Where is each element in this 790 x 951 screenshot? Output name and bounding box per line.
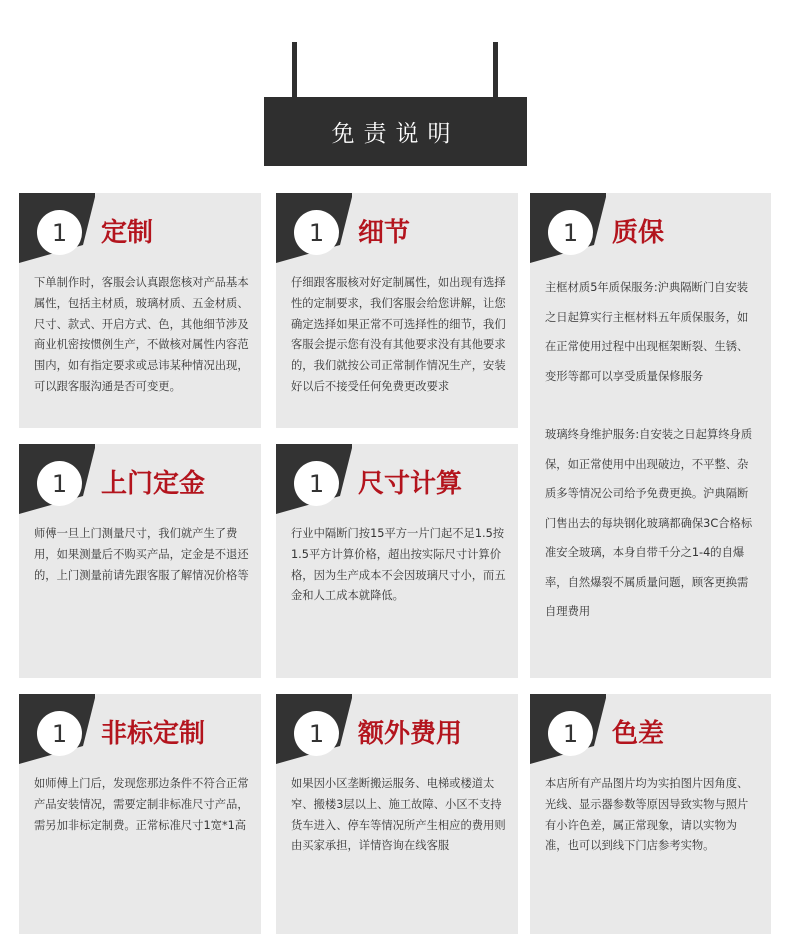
card-text: 行业中隔断门按15平方一片门起不足1.5按1.5平方计算价格，超出按实际尺寸计算价格，因为生产成本不会因玻璃尺寸小，而五金和人工成本就降低。 bbox=[291, 527, 506, 603]
card-title: 质保 bbox=[612, 218, 665, 248]
card-number: 1 bbox=[308, 719, 325, 748]
warranty-frame-text: 主框材质5年质保服务:沪典隔断门自安装之日起算实行主框材料五年质保服务，如在正常使用过程中出现框架断裂、生锈、变形等都可以享受质量保修服务 bbox=[545, 281, 749, 383]
card-number: 1 bbox=[562, 719, 579, 748]
card-color-difference bbox=[530, 694, 771, 934]
card-text-block bbox=[545, 273, 759, 627]
card-deposit bbox=[19, 444, 261, 678]
card-details bbox=[276, 193, 518, 428]
sign-rope-left bbox=[292, 42, 297, 98]
card-size-calculation bbox=[276, 444, 518, 678]
card-text: 如果因小区垄断搬运服务、电梯或楼道太窄、搬楼3层以上、施工故障、小区不支持货车进入、停车等情况所产生相应的费用则由买家承担，详情咨询在线客服 bbox=[291, 777, 506, 853]
card-title: 定制 bbox=[101, 218, 154, 248]
warranty-glass-text: 玻璃终身维护服务:自安装之日起算终身质保，如正常使用中出现破边，不平整、杂质多等情况公司给予免费更换。沪典隔断门售出去的每块钢化玻璃都确保3C合格标准安全玻璃，本身自带千分之1-4的自爆率，自然爆裂不属质量问题，顾客更换需自理费用 bbox=[545, 428, 753, 618]
card-text: 下单制作时，客服会认真跟您核对产品基本属性，包括主材质，玻璃材质、五金材质、尺寸、款式、开启方式、色，其他细节涉及商业机密按惯例生产，不做核对属性内容范围内，如有指定要求或忌讳某种情况出现，可以跟客服沟通是否可变更。 bbox=[34, 276, 249, 393]
card-title: 细节 bbox=[358, 218, 411, 248]
card-title: 额外费用 bbox=[358, 719, 463, 749]
card-number: 1 bbox=[51, 218, 68, 247]
page-title: 免责说明 bbox=[264, 97, 527, 166]
card-customization bbox=[19, 193, 261, 428]
card-text: 如师傅上门后，发现您那边条件不符合正常产品安装情况，需要定制非标准尺寸产品，需另加非标定制费。正常标准尺寸1宽*1高 bbox=[34, 777, 249, 832]
card-text: 仔细跟客服核对好定制属性，如出现有选择性的定制要求，我们客服会给您讲解，让您确定选择如果正常不可选择性的细节，我们客服会提示您有没有其他要求没有其他要求的，我们就按公司正常制作情况生产，安装好以后不接受任何免费更改要求 bbox=[291, 276, 506, 393]
card-number: 1 bbox=[308, 469, 325, 498]
card-extra-fees bbox=[276, 694, 518, 934]
card-title: 上门定金 bbox=[101, 469, 206, 499]
card-non-standard bbox=[19, 694, 261, 934]
sign-rope-right bbox=[493, 42, 498, 98]
card-number: 1 bbox=[51, 719, 68, 748]
card-text: 本店所有产品图片均为实拍图片因角度、光线、显示器参数等原因导致实物与照片有小许色差，属正常现象，请以实物为准，也可以到线下门店参考实物。 bbox=[545, 777, 749, 853]
card-number: 1 bbox=[308, 218, 325, 247]
card-text: 师傅一旦上门测量尺寸，我们就产生了费用，如果测量后不购买产品，定金是不退还的，上门测量前请先跟客服了解情况价格等 bbox=[34, 527, 249, 582]
card-number: 1 bbox=[562, 218, 579, 247]
card-title: 色差 bbox=[612, 719, 665, 749]
card-warranty bbox=[530, 193, 771, 678]
card-title: 非标定制 bbox=[101, 719, 206, 749]
card-title: 尺寸计算 bbox=[358, 469, 463, 499]
card-number: 1 bbox=[51, 469, 68, 498]
